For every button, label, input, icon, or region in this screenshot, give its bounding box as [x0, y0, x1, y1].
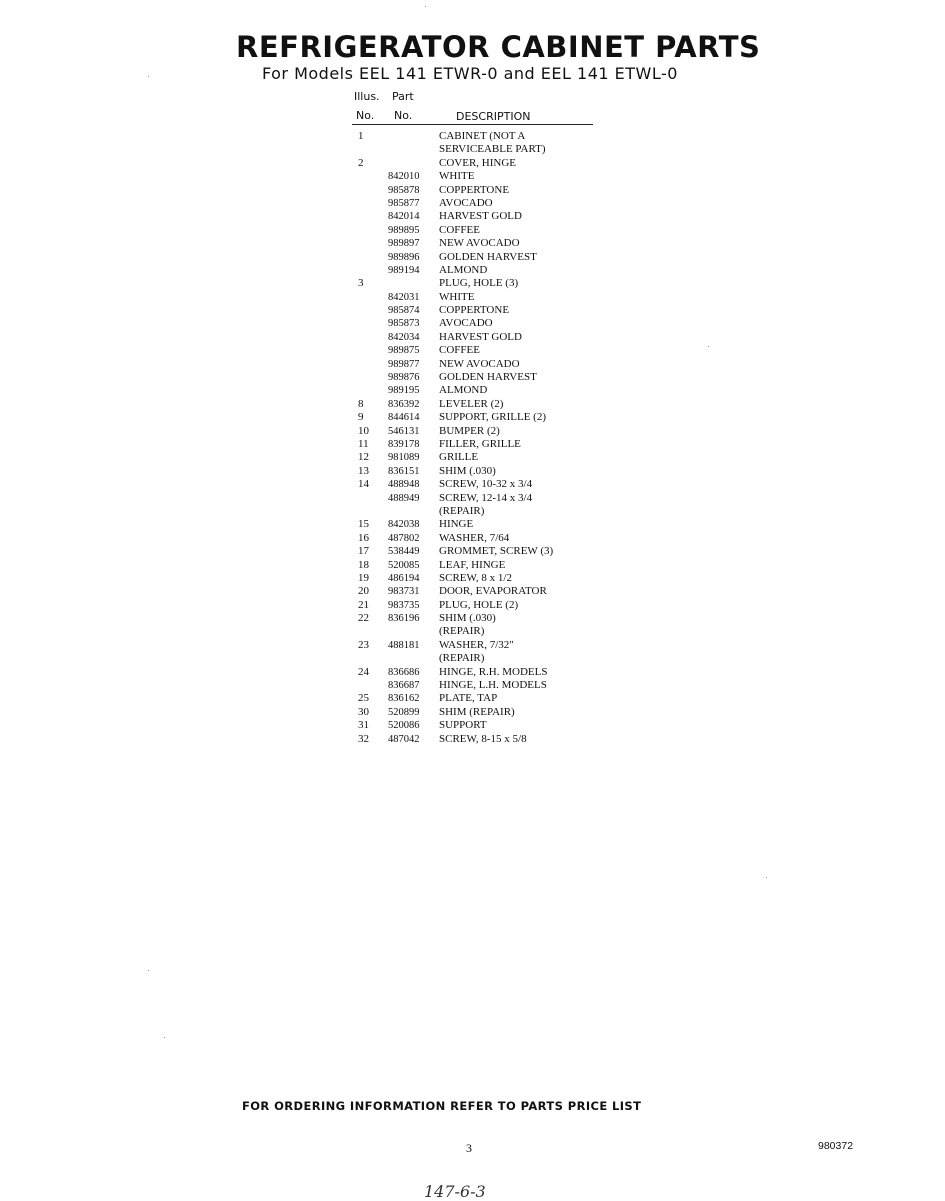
illus-number: 16	[358, 531, 369, 544]
part-number: 985877	[388, 197, 420, 209]
ordering-footer: FOR ORDERING INFORMATION REFER TO PARTS PRICE LIST	[242, 1099, 642, 1113]
part-number: 842038	[388, 519, 420, 531]
part-number: 842010	[388, 171, 420, 183]
scan-speck	[164, 1037, 165, 1038]
part-description: HINGE	[439, 518, 474, 531]
part-description: LEAF, HINGE	[439, 558, 506, 571]
illus-number: 32	[358, 732, 369, 745]
parts-row	[358, 599, 598, 612]
parts-row	[358, 237, 598, 250]
illus-number: 30	[358, 705, 369, 718]
part-description: COFFEE	[439, 344, 480, 357]
part-number: 836162	[388, 693, 420, 705]
part-description: NEW AVOCADO	[439, 357, 520, 370]
parts-row	[358, 210, 598, 223]
part-description: SCREW, 10-32 x 3/4	[439, 478, 533, 491]
parts-row	[358, 532, 598, 545]
part-description: PLATE, TAP	[439, 692, 498, 705]
part-number: 989896	[388, 251, 420, 263]
page-number: 3	[466, 1141, 472, 1155]
parts-row	[358, 572, 598, 585]
parts-row	[358, 130, 598, 143]
part-description: SHIM (.030)	[439, 612, 496, 625]
parts-row	[358, 184, 598, 197]
part-description: WHITE	[439, 290, 475, 303]
part-number: 989194	[388, 264, 420, 276]
illus-number: 20	[358, 585, 369, 598]
scan-speck	[148, 970, 149, 971]
part-description: PLUG, HOLE (3)	[439, 277, 519, 290]
parts-row	[358, 438, 598, 451]
parts-row	[358, 197, 598, 210]
part-description: SUPPORT	[439, 719, 487, 732]
scan-speck	[425, 6, 426, 7]
parts-row	[358, 639, 598, 652]
part-number: 486194	[388, 572, 420, 584]
part-number: 842034	[388, 331, 420, 343]
parts-row	[358, 224, 598, 237]
parts-row	[358, 317, 598, 330]
part-number: 488949	[388, 492, 420, 504]
parts-row	[358, 358, 598, 371]
part-number: 844614	[388, 412, 420, 424]
part-number: 836686	[388, 666, 420, 678]
parts-row	[358, 331, 598, 344]
parts-list	[358, 130, 598, 746]
parts-row	[358, 304, 598, 317]
parts-row	[358, 170, 598, 183]
illus-number: 14	[358, 478, 369, 491]
parts-row	[358, 411, 598, 424]
illus-number: 9	[358, 411, 364, 424]
illus-number: 24	[358, 665, 369, 678]
illus-number: 2	[358, 156, 364, 169]
part-description: SCREW, 8-15 x 5/8	[439, 732, 527, 745]
part-number: 985878	[388, 184, 420, 196]
illus-number: 11	[358, 437, 369, 450]
part-number: 989875	[388, 345, 420, 357]
parts-row	[358, 371, 598, 384]
part-number: 538449	[388, 546, 420, 558]
part-description: WASHER, 7/32"	[439, 638, 514, 651]
part-description: (REPAIR)	[439, 652, 485, 665]
part-number: 836687	[388, 680, 420, 692]
part-description: SCREW, 8 x 1/2	[439, 571, 512, 584]
parts-row	[358, 733, 598, 746]
part-description: WASHER, 7/64	[439, 531, 510, 544]
parts-row	[358, 344, 598, 357]
part-number: 487802	[388, 532, 420, 544]
illus-header-top: Illus.	[354, 90, 380, 103]
part-description: PLUG, HOLE (2)	[439, 598, 519, 611]
part-number: 981089	[388, 452, 420, 464]
illus-number: 23	[358, 638, 369, 651]
part-number: 985873	[388, 318, 420, 330]
part-description: CABINET (NOT A	[439, 130, 526, 142]
illus-number: 31	[358, 719, 369, 732]
scan-speck	[766, 877, 767, 878]
part-description: SHIM (REPAIR)	[439, 705, 515, 718]
part-number: 836196	[388, 613, 420, 625]
parts-row	[358, 706, 598, 719]
part-description: ALMOND	[439, 263, 488, 276]
illus-number: 10	[358, 424, 369, 437]
illus-number: 25	[358, 692, 369, 705]
illus-number: 19	[358, 571, 369, 584]
part-description: COFFEE	[439, 223, 480, 236]
illus-no-header: No.	[356, 109, 375, 122]
description-header: DESCRIPTION	[456, 110, 531, 123]
part-description: GOLDEN HARVEST	[439, 371, 537, 384]
part-description: HINGE, L.H. MODELS	[439, 679, 547, 692]
part-description: GROMMET, SCREW (3)	[439, 545, 554, 558]
parts-row	[358, 291, 598, 304]
part-description: AVOCADO	[439, 196, 493, 209]
parts-row	[358, 666, 598, 679]
scan-speck	[708, 346, 709, 347]
parts-row	[358, 652, 598, 665]
part-number: 487042	[388, 733, 420, 745]
part-header-top: Part	[392, 90, 414, 103]
parts-row	[358, 277, 598, 290]
part-number: 488181	[388, 639, 420, 651]
parts-row	[358, 692, 598, 705]
illus-number: 13	[358, 464, 369, 477]
parts-row	[358, 518, 598, 531]
illus-number: 22	[358, 612, 369, 625]
parts-row	[358, 492, 598, 505]
part-no-header: No.	[394, 109, 413, 122]
parts-row	[358, 157, 598, 170]
part-description: BUMPER (2)	[439, 424, 500, 437]
part-number: 989876	[388, 372, 420, 384]
part-description: DOOR, EVAPORATOR	[439, 585, 547, 598]
part-description: (REPAIR)	[439, 625, 485, 638]
part-number: 985874	[388, 305, 420, 317]
illus-number: 3	[358, 277, 364, 290]
header-rule	[352, 124, 593, 125]
parts-row	[358, 719, 598, 732]
parts-row	[358, 585, 598, 598]
part-number: 839178	[388, 438, 420, 450]
parts-row	[358, 559, 598, 572]
parts-row	[358, 384, 598, 397]
parts-row	[358, 465, 598, 478]
parts-row	[358, 625, 598, 638]
handwritten-note: 147-6-3	[424, 1182, 486, 1201]
part-description: (REPAIR)	[439, 504, 485, 517]
part-number: 989195	[388, 385, 420, 397]
parts-row	[358, 679, 598, 692]
parts-row	[358, 478, 598, 491]
part-number: 983735	[388, 599, 420, 611]
part-number: 842031	[388, 291, 420, 303]
parts-row	[358, 505, 598, 518]
part-number: 520899	[388, 706, 420, 718]
part-number: 488948	[388, 479, 420, 491]
part-number: 989897	[388, 238, 420, 250]
part-number: 989895	[388, 224, 420, 236]
illus-number: 21	[358, 598, 369, 611]
parts-row	[358, 451, 598, 464]
part-number: 989877	[388, 358, 420, 370]
part-number: 983731	[388, 586, 420, 598]
part-description: HINGE, R.H. MODELS	[439, 665, 548, 678]
part-number: 842014	[388, 211, 420, 223]
part-description: AVOCADO	[439, 317, 493, 330]
part-number: 546131	[388, 425, 420, 437]
part-description: NEW AVOCADO	[439, 237, 520, 250]
part-number: 520086	[388, 720, 420, 732]
part-number: 520085	[388, 559, 420, 571]
part-description: HARVEST GOLD	[439, 210, 522, 223]
illus-number: 1	[358, 130, 364, 142]
part-description: SCREW, 12-14 x 3/4	[439, 491, 533, 504]
part-description: SUPPORT, GRILLE (2)	[439, 411, 546, 424]
illus-number: 17	[358, 545, 369, 558]
part-description: FILLER, GRILLE	[439, 437, 521, 450]
part-description: SHIM (.030)	[439, 464, 496, 477]
part-description: GRILLE	[439, 451, 479, 464]
parts-row	[358, 143, 598, 156]
part-description: LEVELER (2)	[439, 397, 504, 410]
illus-number: 15	[358, 518, 369, 531]
illus-number: 12	[358, 451, 369, 464]
parts-row	[358, 545, 598, 558]
document-number: 980372	[818, 1140, 854, 1152]
parts-row	[358, 398, 598, 411]
part-description: GOLDEN HARVEST	[439, 250, 537, 263]
part-description: ALMOND	[439, 384, 488, 397]
parts-row	[358, 264, 598, 277]
part-number: 836392	[388, 398, 420, 410]
parts-row	[358, 251, 598, 264]
part-description: SERVICEABLE PART)	[439, 143, 546, 156]
page-title: REFRIGERATOR CABINET PARTS	[236, 30, 761, 64]
scan-speck	[148, 76, 149, 77]
part-number: 836151	[388, 465, 420, 477]
parts-row	[358, 612, 598, 625]
illus-number: 18	[358, 558, 369, 571]
part-description: COPPERTONE	[439, 304, 510, 317]
part-description: COVER, HINGE	[439, 156, 516, 169]
part-description: HARVEST GOLD	[439, 330, 522, 343]
parts-row	[358, 425, 598, 438]
part-description: COPPERTONE	[439, 183, 510, 196]
models-subtitle: For Models EEL 141 ETWR-0 and EEL 141 ETWL-0	[262, 64, 678, 83]
part-description: WHITE	[439, 170, 475, 183]
illus-number: 8	[358, 397, 364, 410]
